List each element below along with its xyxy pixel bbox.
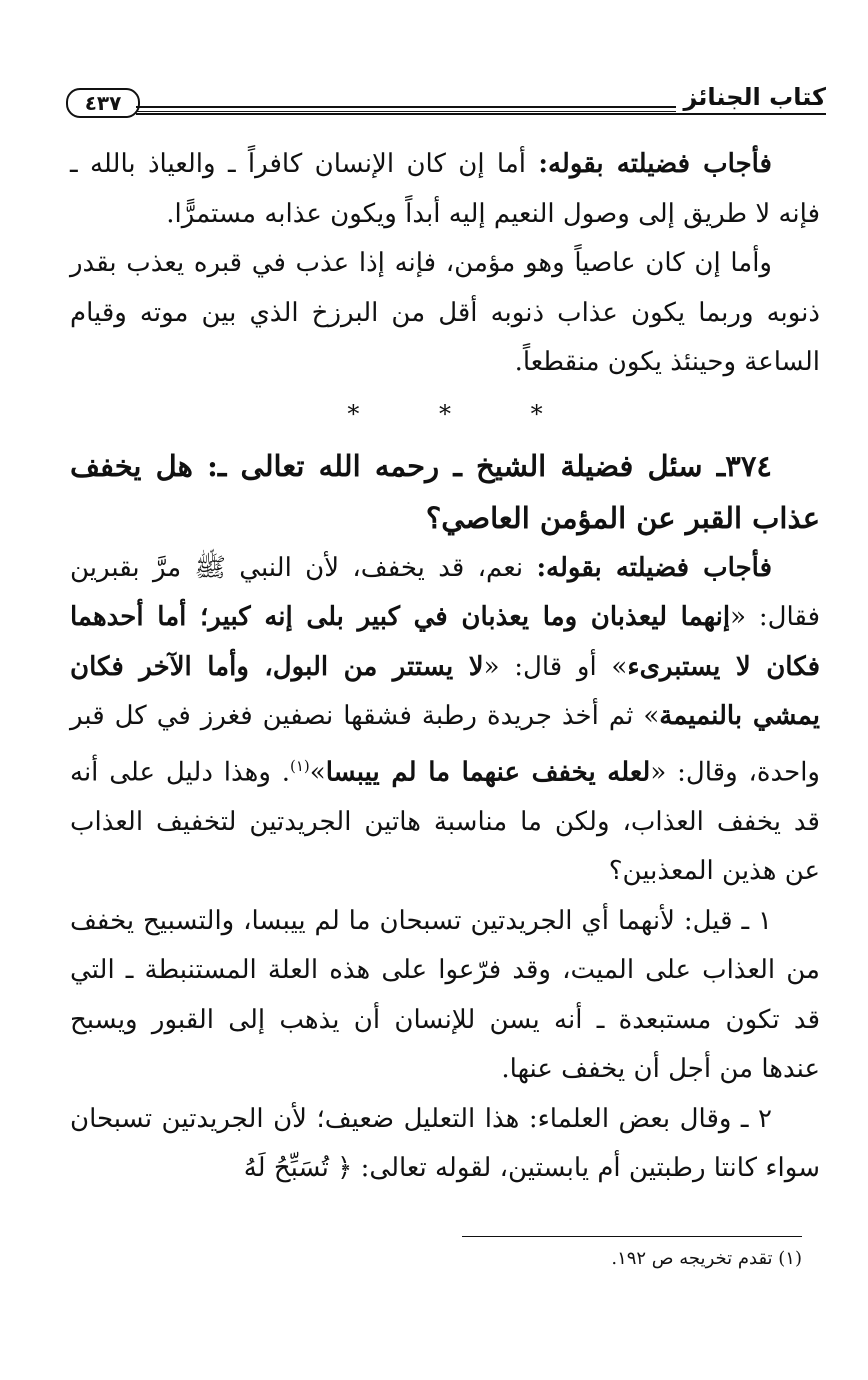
- paragraph-answer-2: [70, 544, 820, 897]
- page-number: ٤٣٧: [66, 88, 140, 118]
- answer-text-a: نعم، قد يخفف، لأن النبي ﷺ مرَّ بقبرين فقال: «: [70, 552, 820, 632]
- header-rule: [136, 106, 676, 112]
- answer-text-c: » ثم أخذ جريدة رطبة فشقها نصفين فغرز في كل قبر واحدة، وقال: «: [70, 701, 820, 788]
- answer-text-d: »: [309, 757, 326, 788]
- answer-lead: فأجاب فضيلته بقوله:: [538, 149, 772, 179]
- footnote-rule: [462, 1236, 802, 1237]
- paragraph-2: وأما إن كان عاصياً وهو مؤمن، فإنه إذا عذب في قبره يعذب بقدر ذنوبه وربما يكون عذاب ذنوبه أقل من البرزخ الذي بين موته وقيام الساعة وحينئذ يكون منقطعاً.: [70, 248, 820, 377]
- section-separator: * * *: [347, 399, 579, 428]
- header-rule-lower: [136, 113, 826, 115]
- question-heading: ٣٧٤ـ سئل فضيلة الشيخ ـ رحمه الله تعالى ـ: هل يخفف عذاب القبر عن المؤمن العاصي؟: [70, 448, 820, 535]
- answer-text: أما إن كان الإنسان كافراً ـ والعياذ بالله ـ فإنه لا طريق إلى وصول النعيم إليه أبداً ويكون عذابه مستمرًّا.: [70, 149, 820, 229]
- hadith-quote-2: لا يستتر من البول، وأما الآخر فكان يمشي بالنميمة: [70, 651, 820, 731]
- answer-lead-2: فأجاب فضيلته بقوله:: [536, 552, 772, 583]
- footnote-reference: (١): [289, 756, 310, 775]
- hadith-quote-3: لعله يخفف عنهما ما لم ييبسا: [325, 757, 651, 788]
- paragraph-point-2: ٢ ـ وقال بعض العلماء: هذا التعليل ضعيف؛ لأن الجريدتين تسبحان سواء كانتا رطبتين أم يابستين، لقوله تعالى: ﴿ تُسَبِّحُ لَهُ: [70, 1103, 820, 1184]
- footnote: (١) تقدم تخريجه ص ١٩٢.: [611, 1248, 802, 1269]
- hadith-quote-1: إنهما ليعذبان وما يعذبان في كبير بلى إنه كبير؛ أما أحدهما فكان لا يستبرىء: [70, 602, 821, 682]
- page-header: [66, 82, 826, 122]
- answer-text-b: » أو قال: «: [483, 651, 628, 682]
- answer-text-e: . وهذا دليل على أنه قد يخفف العذاب، ولكن ما مناسبة هاتين الجريدتين لتخفيف العذاب عن هذين المعذبين؟: [70, 757, 820, 887]
- paragraph-answer-1: [70, 140, 820, 239]
- paragraph-point-1: ١ ـ قيل: لأنهما أي الجريدتين تسبحان ما لم ييبسا، والتسبيح يخفف من العذاب على الميت، وقد فرّعوا على هذه العلة المستنبطة ـ التي قد تكون مستبعدة ـ أنه يسن للإنسان أن يذهب إلى القبور ويسبح عندها من أجل أن يخفف عنها.: [70, 905, 820, 1085]
- page-body: [70, 140, 820, 1194]
- running-title: كتاب الجنائز: [683, 83, 826, 111]
